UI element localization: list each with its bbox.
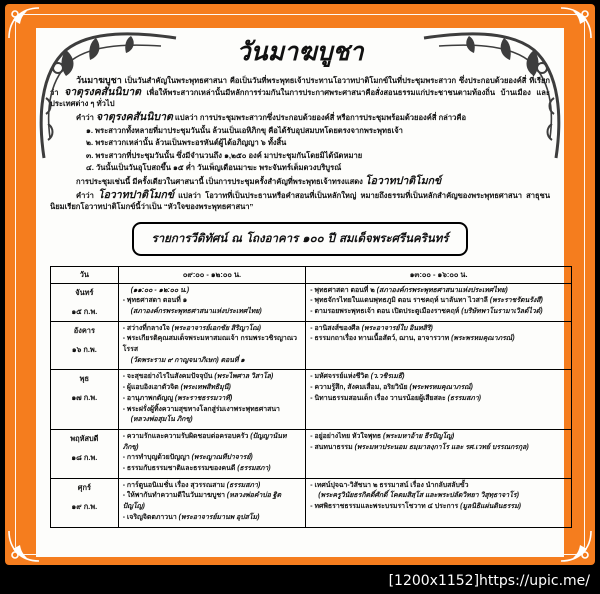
header-day: วัน xyxy=(51,266,119,283)
program-line: (วัดพระราม ๙ กาญจนาภิเษก) ตอนที่ ๑ xyxy=(130,356,245,364)
morning-cell xyxy=(118,321,306,370)
page-title: วันมาฆบูชา xyxy=(236,37,364,66)
list-item: ๑. พระสาวกทั้งหลายที่มาประชุมวันนั้น ล้วนเป็นเอหิภิกขุ คือได้รับอุปสมบทโดยตรงจากพระพุทธเจ้า xyxy=(86,126,403,136)
schedule-row xyxy=(51,283,572,321)
day-name: จันทร์ xyxy=(75,287,94,297)
header-morning: ๐๙:๐๐ - ๑๒:๐๐ น. xyxy=(118,266,306,283)
program-line: (พระครูวินัยธรกิตติ์ศักดิ์ โคตมสิสฺโส และพระปลัดวิทยา วิสุทฺธาจาโร) xyxy=(318,492,519,500)
program-line: - เจริญจิตตภาวนา (พระอาจารย์มานพ อุปสโม) xyxy=(122,513,260,521)
morning-cell xyxy=(118,429,306,478)
program-line: - พุทธศาสดา ตอนที่ ๒ (สภาองค์กรพระพุทธศาสนาแห่งประเทศไทย) xyxy=(310,286,508,294)
program-line: (๑๑:๐๐ - ๑๒:๐๐ น.) xyxy=(130,286,190,294)
morning-cell xyxy=(118,370,306,430)
afternoon-cell xyxy=(306,478,572,527)
day-cell xyxy=(51,429,119,478)
program-line: - ความรักและความรับผิดชอบต่อครอบครัว (ปัญญานันทภิกขุ) xyxy=(122,432,287,451)
program-line: - จะสุขอย่างไรในสังคมปัจจุบัน (พระไพศาล วิสาโล) xyxy=(122,373,274,381)
program-line: - ความรู้สึก, สังคมเสื่อม, อริยวินัย (พระพรหมคุณาภรณ์) xyxy=(310,384,473,392)
list-item: ๓. พระสาวกที่ประชุมวันนั้น ซึ่งมีจำนวนถึง ๑,๒๕๐ องค์ มาประชุมกันโดยมิได้นัดหมาย xyxy=(86,150,363,160)
afternoon-cell xyxy=(306,429,572,478)
program-line: - อานิสงส์ของศีล (พระอาจารย์ใบ อินทสิริ) xyxy=(310,324,433,332)
banner-wrap xyxy=(50,222,550,256)
day-name: พฤหัสบดี xyxy=(70,433,99,443)
intro-paragraph xyxy=(50,74,550,110)
day-date: ๑๗ ก.พ. xyxy=(71,393,98,403)
keyword-ovada: โอวาทปาติโมกข์ xyxy=(365,175,442,188)
schedule-row xyxy=(51,370,572,430)
intro-text-1: เป็นวันสำคัญในพระพุทธศาสนา คือเป็นวันที่พระพุทธเจ้าประทานโอวาทปาติโมกข์ในที่ประชุมพระสาวก ซึ่งประกอบด้วยองค์สี่ ที่เรียกว่า xyxy=(50,75,550,97)
program-line: - พระเกียรติคุณสมเด็จพระมหาสมณเจ้า กรมพระวชิรญาณวโรรส xyxy=(122,335,298,354)
morning-cell xyxy=(118,283,306,321)
keyword-jaturong: จาตุรงคสันนิบาต xyxy=(95,110,173,123)
program-line: - สนทนาธรรม (พระมหาประนอม ธมฺมาลงฺกาโร และ รศ.เวทย์ บรรณกรกุล) xyxy=(310,443,529,451)
schedule-body xyxy=(51,283,572,527)
list-item: ๒. พระสาวกเหล่านั้น ล้วนเป็นพระอรหันต์ผู้ได้อภิญญา ๖ ทั้งสิ้น xyxy=(86,138,287,148)
day-date: ๑๖ ก.พ. xyxy=(71,344,97,354)
afternoon-cell xyxy=(306,321,572,370)
intro-lead: วันมาฆบูชา xyxy=(76,74,122,85)
schedule-row xyxy=(51,478,572,527)
meeting-paragraph xyxy=(50,176,550,187)
document-page xyxy=(36,28,564,557)
watermark-caption: [1200x1152]https://upic.me/ xyxy=(388,573,590,589)
day-name: อังคาร xyxy=(73,325,95,335)
program-line: (หลวงพ่อสุมโน ภิกขุ) xyxy=(130,416,193,424)
day-date: ๑๘ ก.พ. xyxy=(71,452,98,462)
program-line: - ผู้แอบอิงเอาตัวจิต (พระเทพสิทธิมุนี) xyxy=(122,384,231,392)
definition-prefix: คำว่า xyxy=(76,112,96,122)
day-date: ๑๕ ก.พ. xyxy=(71,306,98,316)
program-line: - พุทธจักรไทยในแดนพุทธภูมิ ตอน ราชคฤห์ นาลันทา ไวสาลี (พระราชรัตนรังสี) xyxy=(310,297,543,305)
day-cell xyxy=(51,478,119,527)
schedule-row xyxy=(51,429,572,478)
ovada-prefix: คำว่า xyxy=(76,190,98,200)
program-line: - นิทานธรรมสอนเด็ก เรื่อง วานรน้อยผู้เสียสละ (ธรรมสภา) xyxy=(310,394,481,402)
program-line: - ทศพิธราชธรรมและพระบรมราโชวาท ๔ ประการ (มูลนิธิแผ่นดินธรรม) xyxy=(310,503,521,511)
program-line: - ให้พากันทำความดีในวันมาฆบูชา (หลวงพ่อคำบ่อ ฐิตปัญโญ) xyxy=(122,492,282,511)
afternoon-cell xyxy=(306,370,572,430)
schedule-header-row xyxy=(51,266,572,283)
program-line: - มหัศจรรย์แห่งชีวิต (ว.วชิรเมธี) xyxy=(310,373,405,381)
morning-cell xyxy=(118,478,306,527)
ovada-text: แปลว่า โอวาทที่เป็นประธานหรือคำสอนที่เป็นหลักใหญ่ หมายถึงธรรมที่เป็นหลักสำคัญของพระพุทธศาสนา สาธุชนนิยมเรียกโอวาทปาติโมกข์นี้ว่าเป็น “หัวใจของพระพุทธศาสนา” xyxy=(50,190,551,212)
program-line: - ธรรมกถาเรื่อง ทานเนื้อสัตว์, ฌาน, อาจารวาท (พระพรหมคุณาภรณ์) xyxy=(310,335,515,343)
schedule-row xyxy=(51,321,572,370)
program-line: - อานุภาพกตัญญู (พระราชธรรมวาที) xyxy=(122,394,233,402)
keyword-ovada: โอวาทปาติโมกข์ xyxy=(97,188,175,201)
program-line: (สภาองค์กรพระพุทธศาสนาแห่งประเทศไทย) xyxy=(130,307,262,315)
keyword-jaturong: จาตุรงคสันนิบาต xyxy=(64,86,141,98)
program-line: - การ์ตูนอนิเมชั่น เรื่อง สุวรรณสาม (ธรรมสภา) xyxy=(122,481,261,489)
day-date: ๑๙ ก.พ. xyxy=(71,501,98,511)
program-line: - พระฝรั่งผู้ทิ้งความสุขทางโลกสู่ร่มเงาพระพุทธศาสนา xyxy=(122,405,280,413)
program-line: - เทศน์ปุจฉา-วิสัชนา ๒ ธรรมาสน์ เรื่อง นำกลับสลับขั้ว xyxy=(310,481,469,489)
day-name: ศุกร์ xyxy=(77,482,91,492)
frame-flourish-icon xyxy=(559,6,593,40)
intro-text-2: เพื่อให้พระสาวกเหล่านั้นมีหลักการร่วมกันในการประกาศพระศาสนาคือสั่งสอนธรรมแก่ประชาชนตามท้องถิ่น บ้านเมือง และประเทศต่าง ๆ ทั่วไป xyxy=(50,88,550,109)
program-line: - ธรรมกับธรรมชาติและธรรมของคนดี (ธรรมสภา) xyxy=(122,465,271,473)
schedule-table xyxy=(50,266,572,528)
caption-bar xyxy=(0,565,600,594)
day-cell xyxy=(51,321,119,370)
definition-text: แปลว่า การประชุมพระสาวกซึ่งประกอบด้วยองค์สี่ หรือการประชุมพร้อมด้วยองค์สี่ กล่าวคือ xyxy=(172,112,467,122)
frame-flourish-icon xyxy=(559,529,593,563)
program-line: - อยู่อย่างไทย หัวใจพุทธ (พระมหาอ้าย ธีรปัญโญ) xyxy=(310,432,455,440)
program-line: - ตามรอยพระพุทธเจ้า ตอน เปิดประตูเมืองราชคฤห์ (บริษัทพาโนรามาเวิลด์ไวด์) xyxy=(310,307,543,315)
definition-paragraph xyxy=(50,112,550,123)
afternoon-cell xyxy=(306,283,572,321)
program-line: - การทำบุญด้วยปัญญา (พระญาณทีปาจารย์) xyxy=(122,454,253,462)
sannibat-list xyxy=(86,125,550,174)
list-item: ๔. วันนั้นเป็นวันอุโบสถขึ้น ๑๕ ค่ำ วันเพ็ญเดือนมาฆะ พระจันทร์เต็มดวงบริบูรณ์ xyxy=(86,163,342,173)
program-line: - สว่างที่กลางใจ (พระอาจารย์เอกชัย สิริญาโณ) xyxy=(122,324,261,332)
schedule-header xyxy=(51,266,572,283)
meeting-text: การประชุมเช่นนี้ มีครั้งเดียวในศาสนานี้ เป็นการประชุมครั้งสำคัญที่พระพุทธเจ้าทรงแสดง xyxy=(76,177,366,187)
day-cell xyxy=(51,283,119,321)
video-program-banner: รายการวีดิทัศน์ ณ โถงอาคาร ๑๐๐ ปี สมเด็จพระศรีนครินทร์ xyxy=(132,222,469,256)
ovada-paragraph xyxy=(50,190,550,213)
day-name: พุธ xyxy=(79,374,90,384)
day-cell xyxy=(51,370,119,430)
program-line: - พุทธศาสดา ตอนที่ ๑ xyxy=(122,297,188,305)
header-afternoon: ๑๓:๐๐ - ๑๖:๐๐ น. xyxy=(306,266,572,283)
